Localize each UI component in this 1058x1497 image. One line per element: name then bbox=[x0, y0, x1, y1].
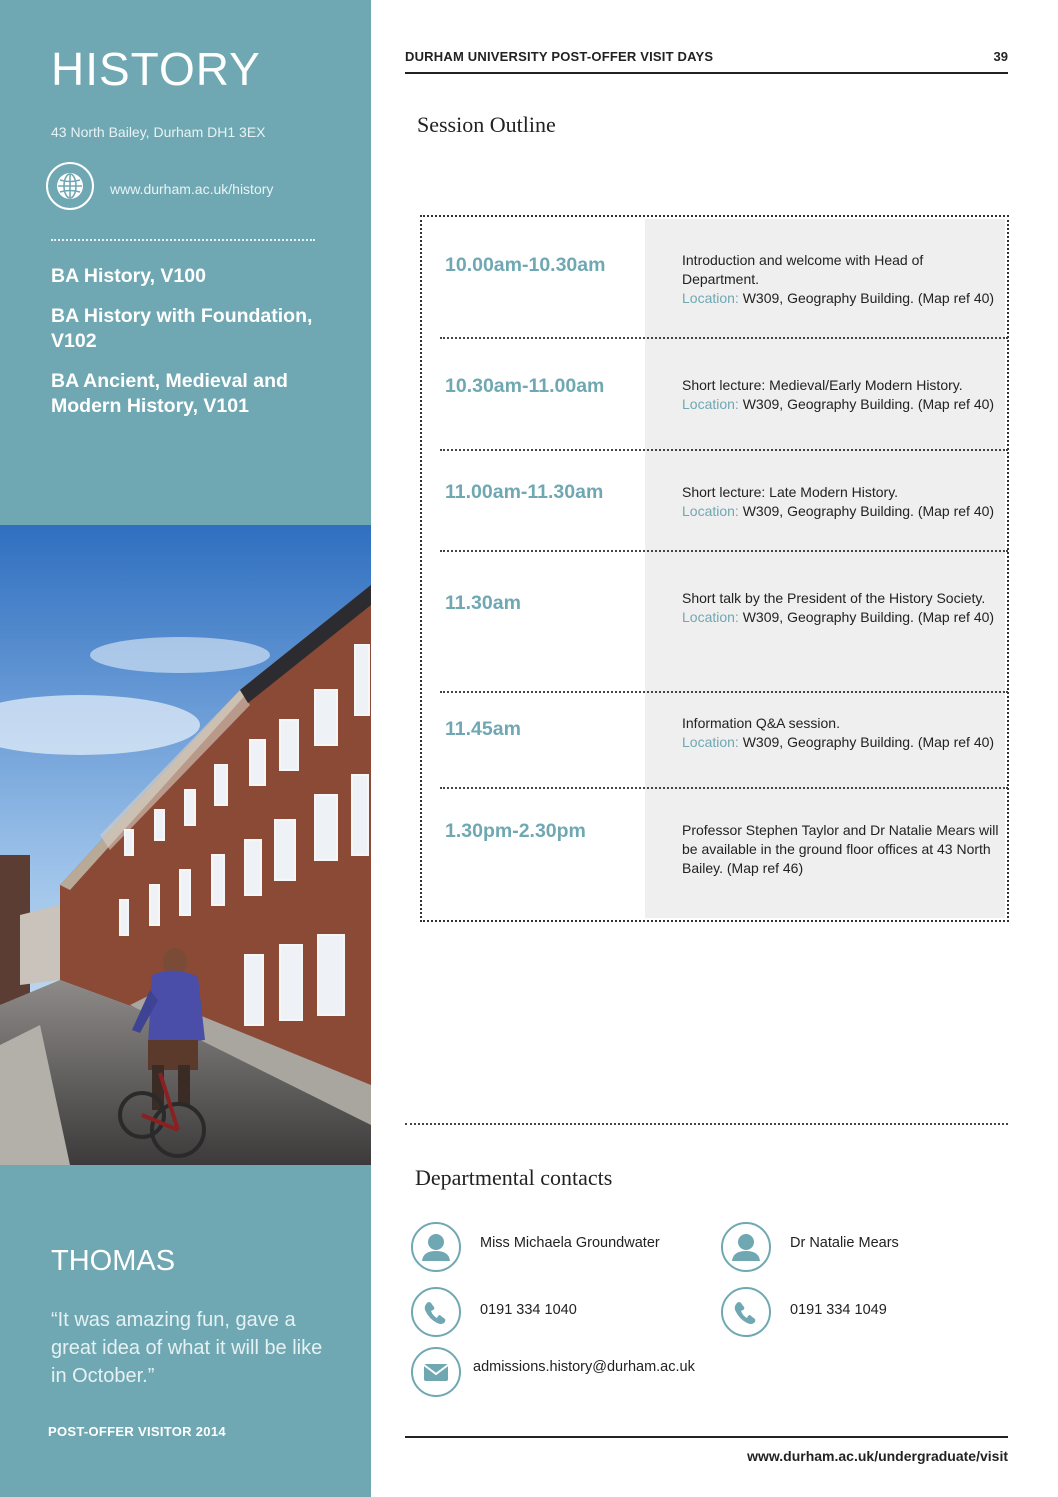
location-value: W309, Geography Building. (Map ref 40) bbox=[742, 503, 995, 519]
session-description-text: Short lecture: Late Modern History. bbox=[682, 484, 899, 500]
schedule-table bbox=[420, 215, 1009, 922]
footer-url[interactable]: www.durham.ac.uk/undergraduate/visit bbox=[747, 1448, 1008, 1464]
footer-rule bbox=[405, 1436, 1008, 1438]
course-item: BA History with Foundation, V102 bbox=[51, 305, 313, 352]
session-time: 1.30pm-2.30pm bbox=[445, 820, 586, 842]
contact-phone[interactable]: 0191 334 1049 bbox=[790, 1302, 887, 1318]
location-value: W309, Geography Building. (Map ref 40) bbox=[742, 734, 995, 750]
page-number: 39 bbox=[993, 49, 1008, 64]
session-description-text: Short talk by the President of the History Society. bbox=[682, 590, 986, 606]
location-value: W309, Geography Building. (Map ref 40) bbox=[742, 396, 995, 412]
sidebar-divider bbox=[51, 239, 315, 241]
row-divider bbox=[440, 337, 1008, 339]
row-divider bbox=[440, 550, 1008, 552]
contact-name: Miss Michaela Groundwater bbox=[480, 1235, 660, 1251]
session-description-text: Introduction and welcome with Head of Department. bbox=[682, 252, 924, 287]
session-description bbox=[682, 376, 1000, 414]
row-divider bbox=[440, 449, 1008, 451]
session-time: 10.30am-11.00am bbox=[445, 375, 605, 397]
session-description-text: Information Q&A session. bbox=[682, 715, 840, 731]
location-value: W309, Geography Building. (Map ref 40) bbox=[742, 609, 995, 625]
location-value: W309, Geography Building. (Map ref 40) bbox=[742, 290, 995, 306]
course-item: BA History, V100 bbox=[51, 265, 206, 287]
person-icon bbox=[721, 1222, 771, 1272]
quote-source: POST-OFFER VISITOR 2014 bbox=[48, 1424, 226, 1439]
email-icon bbox=[411, 1347, 461, 1397]
contact-email[interactable]: admissions.history@durham.ac.uk bbox=[473, 1359, 695, 1375]
location-label: Location: bbox=[682, 290, 739, 306]
phone-icon bbox=[721, 1287, 771, 1337]
row-divider bbox=[440, 691, 1008, 693]
session-description-text: Professor Stephen Taylor and Dr Natalie Mears will be available in the ground floor offices at 43 North Bailey. (Map ref 46) bbox=[682, 822, 999, 876]
department-title: HISTORY bbox=[51, 43, 261, 95]
session-time: 11.45am bbox=[445, 718, 521, 740]
person-icon bbox=[411, 1222, 461, 1272]
street-photo bbox=[0, 525, 371, 1165]
location-label: Location: bbox=[682, 734, 739, 750]
course-list bbox=[51, 264, 321, 434]
session-description bbox=[682, 821, 1000, 878]
session-location bbox=[682, 289, 1000, 308]
session-time: 10.00am-10.30am bbox=[445, 254, 606, 276]
globe-icon bbox=[46, 162, 94, 210]
session-outline-title: Session Outline bbox=[417, 112, 556, 137]
session-time: 11.00am-11.30am bbox=[445, 481, 604, 503]
session-description bbox=[682, 483, 1000, 521]
session-description bbox=[682, 589, 1000, 627]
contact-phone[interactable]: 0191 334 1040 bbox=[480, 1302, 577, 1318]
quote-author: THOMAS bbox=[51, 1245, 176, 1277]
session-location bbox=[682, 502, 1000, 521]
department-website-link[interactable]: www.durham.ac.uk/history bbox=[110, 181, 274, 197]
session-time: 11.30am bbox=[445, 592, 521, 614]
testimonial-quote: “It was amazing fun, gave a great idea of what it will be like in October.” bbox=[51, 1309, 323, 1387]
page-header-title: DURHAM UNIVERSITY POST-OFFER VISIT DAYS bbox=[405, 49, 714, 64]
session-location bbox=[682, 733, 1000, 752]
location-label: Location: bbox=[682, 609, 739, 625]
phone-icon bbox=[411, 1287, 461, 1337]
session-description-text: Short lecture: Medieval/Early Modern History. bbox=[682, 377, 963, 393]
row-divider bbox=[440, 787, 1008, 789]
department-address: 43 North Bailey, Durham DH1 3EX bbox=[51, 124, 266, 140]
contacts-title: Departmental contacts bbox=[415, 1165, 613, 1190]
location-label: Location: bbox=[682, 503, 739, 519]
session-description bbox=[682, 714, 1000, 752]
session-description bbox=[682, 251, 1000, 308]
session-location bbox=[682, 395, 1000, 414]
session-location bbox=[682, 608, 1000, 627]
contacts-divider bbox=[405, 1123, 1008, 1125]
course-item: BA Ancient, Medieval and Modern History, V101 bbox=[51, 370, 288, 417]
header-rule bbox=[405, 72, 1008, 74]
location-label: Location: bbox=[682, 396, 739, 412]
contact-name: Dr Natalie Mears bbox=[790, 1235, 899, 1251]
